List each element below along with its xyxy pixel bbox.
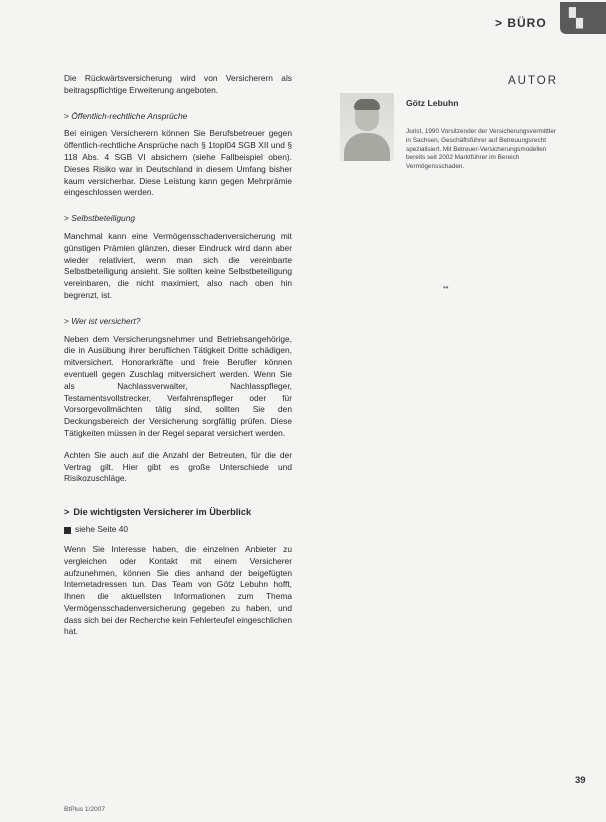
article-intro: Die Rückwärtsversicherung wird von Versicherern als beitragspflichtige Erweiterung angeboten. xyxy=(64,73,292,95)
section-label: > BÜRO xyxy=(495,16,547,30)
publication-footer: BtPlus 1/2007 xyxy=(64,806,106,813)
author-bio: Jurist, 1990 Vorsitzender der Versicherungsvermittler in Sachsen, Geschäftsführer auf Betreuungsrecht spezialisiert. Mit Betreuer-Versicherungsmodellen bereits seit 2002 Marktführer im Bereich Vermögensschaden. xyxy=(406,128,556,171)
overview-heading xyxy=(64,507,292,518)
photo-body xyxy=(344,133,390,161)
subheading-text: Selbstbeteiligung xyxy=(71,213,136,224)
subheading-arrow: > xyxy=(64,315,69,326)
subheading-who-insured xyxy=(64,316,292,328)
author-name: Götz Lebuhn xyxy=(406,98,459,108)
photo-hair xyxy=(354,99,380,110)
paragraph-closing: Achten Sie auch auf die Anzahl der Betreuten, für die der Vertrag gilt. Hier gibt es große Unterschiede und Risikozuschläge. xyxy=(64,449,292,484)
square-bullet-icon xyxy=(64,527,71,534)
subheading-public-claims xyxy=(64,111,292,123)
author-photo xyxy=(340,93,394,161)
author-label: AUTOR xyxy=(508,75,559,87)
section-tab-icon: ▚ xyxy=(569,8,583,28)
page-reference[interactable] xyxy=(64,524,292,536)
paragraph-who-insured: Neben dem Versicherungsnehmer und Betriebsangehörige, die in Ausübung ihrer beruflichen Tätigkeit Dritte schädigen, mitversichert. Honorarkräfte und freie Berufler können eventuell gegen Zuschlag mitversichert werden. Wenn Sie als Nachlassverwalter, Nachlasspfleger, Testamentsvollstrecker, Verfahrenspfleger oder für Vorsorgevollmächten tätig sind, sollten Sie den Deckungsbereich der Versicherung sorgfältig prüfen. Diese Tätigkeiten müssen in der Regel separat versichert werden. xyxy=(64,333,292,438)
page-reference-text[interactable]: siehe Seite 40 xyxy=(75,524,129,535)
subheading-text: Öffentlich-rechtliche Ansprüche xyxy=(71,110,188,121)
paragraph-overview: Wenn Sie Interesse haben, die einzelnen Anbieter zu vergleichen oder Kontakt mit einem Versicherer aufzunehmen, können Sie dies anhand der beigefügten Internetadressen tun. Das Team von Götz Lebuhn hofft, Ihnen die aktuellsten Informationen zum Thema Vermögensschadenversicherung gegeben zu haben, und dass sich bei der Recherche kein Fehlerteufel eingeschlichen hat. xyxy=(64,543,292,637)
subheading-deductible xyxy=(64,213,292,225)
page-number: 39 xyxy=(575,775,586,786)
paragraph-deductible: Manchmal kann eine Vermögensschadenversicherung mit günstigen Prämien glänzen, dieser Eindruck wird dann aber wieder relativiert, wenn man sich die vereinbarte Selbstbeteiligung ansieht. Sie sollten keine Selbstbeteiligung vereinbaren, die nicht maximiert, also nach oben hin begrenzt, ist. xyxy=(64,230,292,300)
overview-title: Die wichtigsten Versicherer im Überblick xyxy=(73,507,252,518)
subheading-arrow: > xyxy=(64,110,69,121)
paragraph-public-claims: Bei einigen Versicherern können Sie Berufsbetreuer gegen öffentlich-rechtliche Ansprüche nach § 1topl04 SGB XII und § 118 Abs. 4 SGB VI absichern (siehe Fallbeispiel oben). Dieses Risiko war in Deutschland in diesem Umfang bisher kaum versicherbar. Diese Leistung kann gegen Mehrprämie eingeschlossen werden. xyxy=(64,128,292,198)
subheading-text: Wer ist versichert? xyxy=(71,315,141,326)
overview-arrow: > xyxy=(64,507,70,518)
subheading-arrow: > xyxy=(64,213,69,224)
margin-mark: •• xyxy=(443,283,449,292)
article-column xyxy=(64,73,292,648)
section-tab xyxy=(560,2,606,34)
